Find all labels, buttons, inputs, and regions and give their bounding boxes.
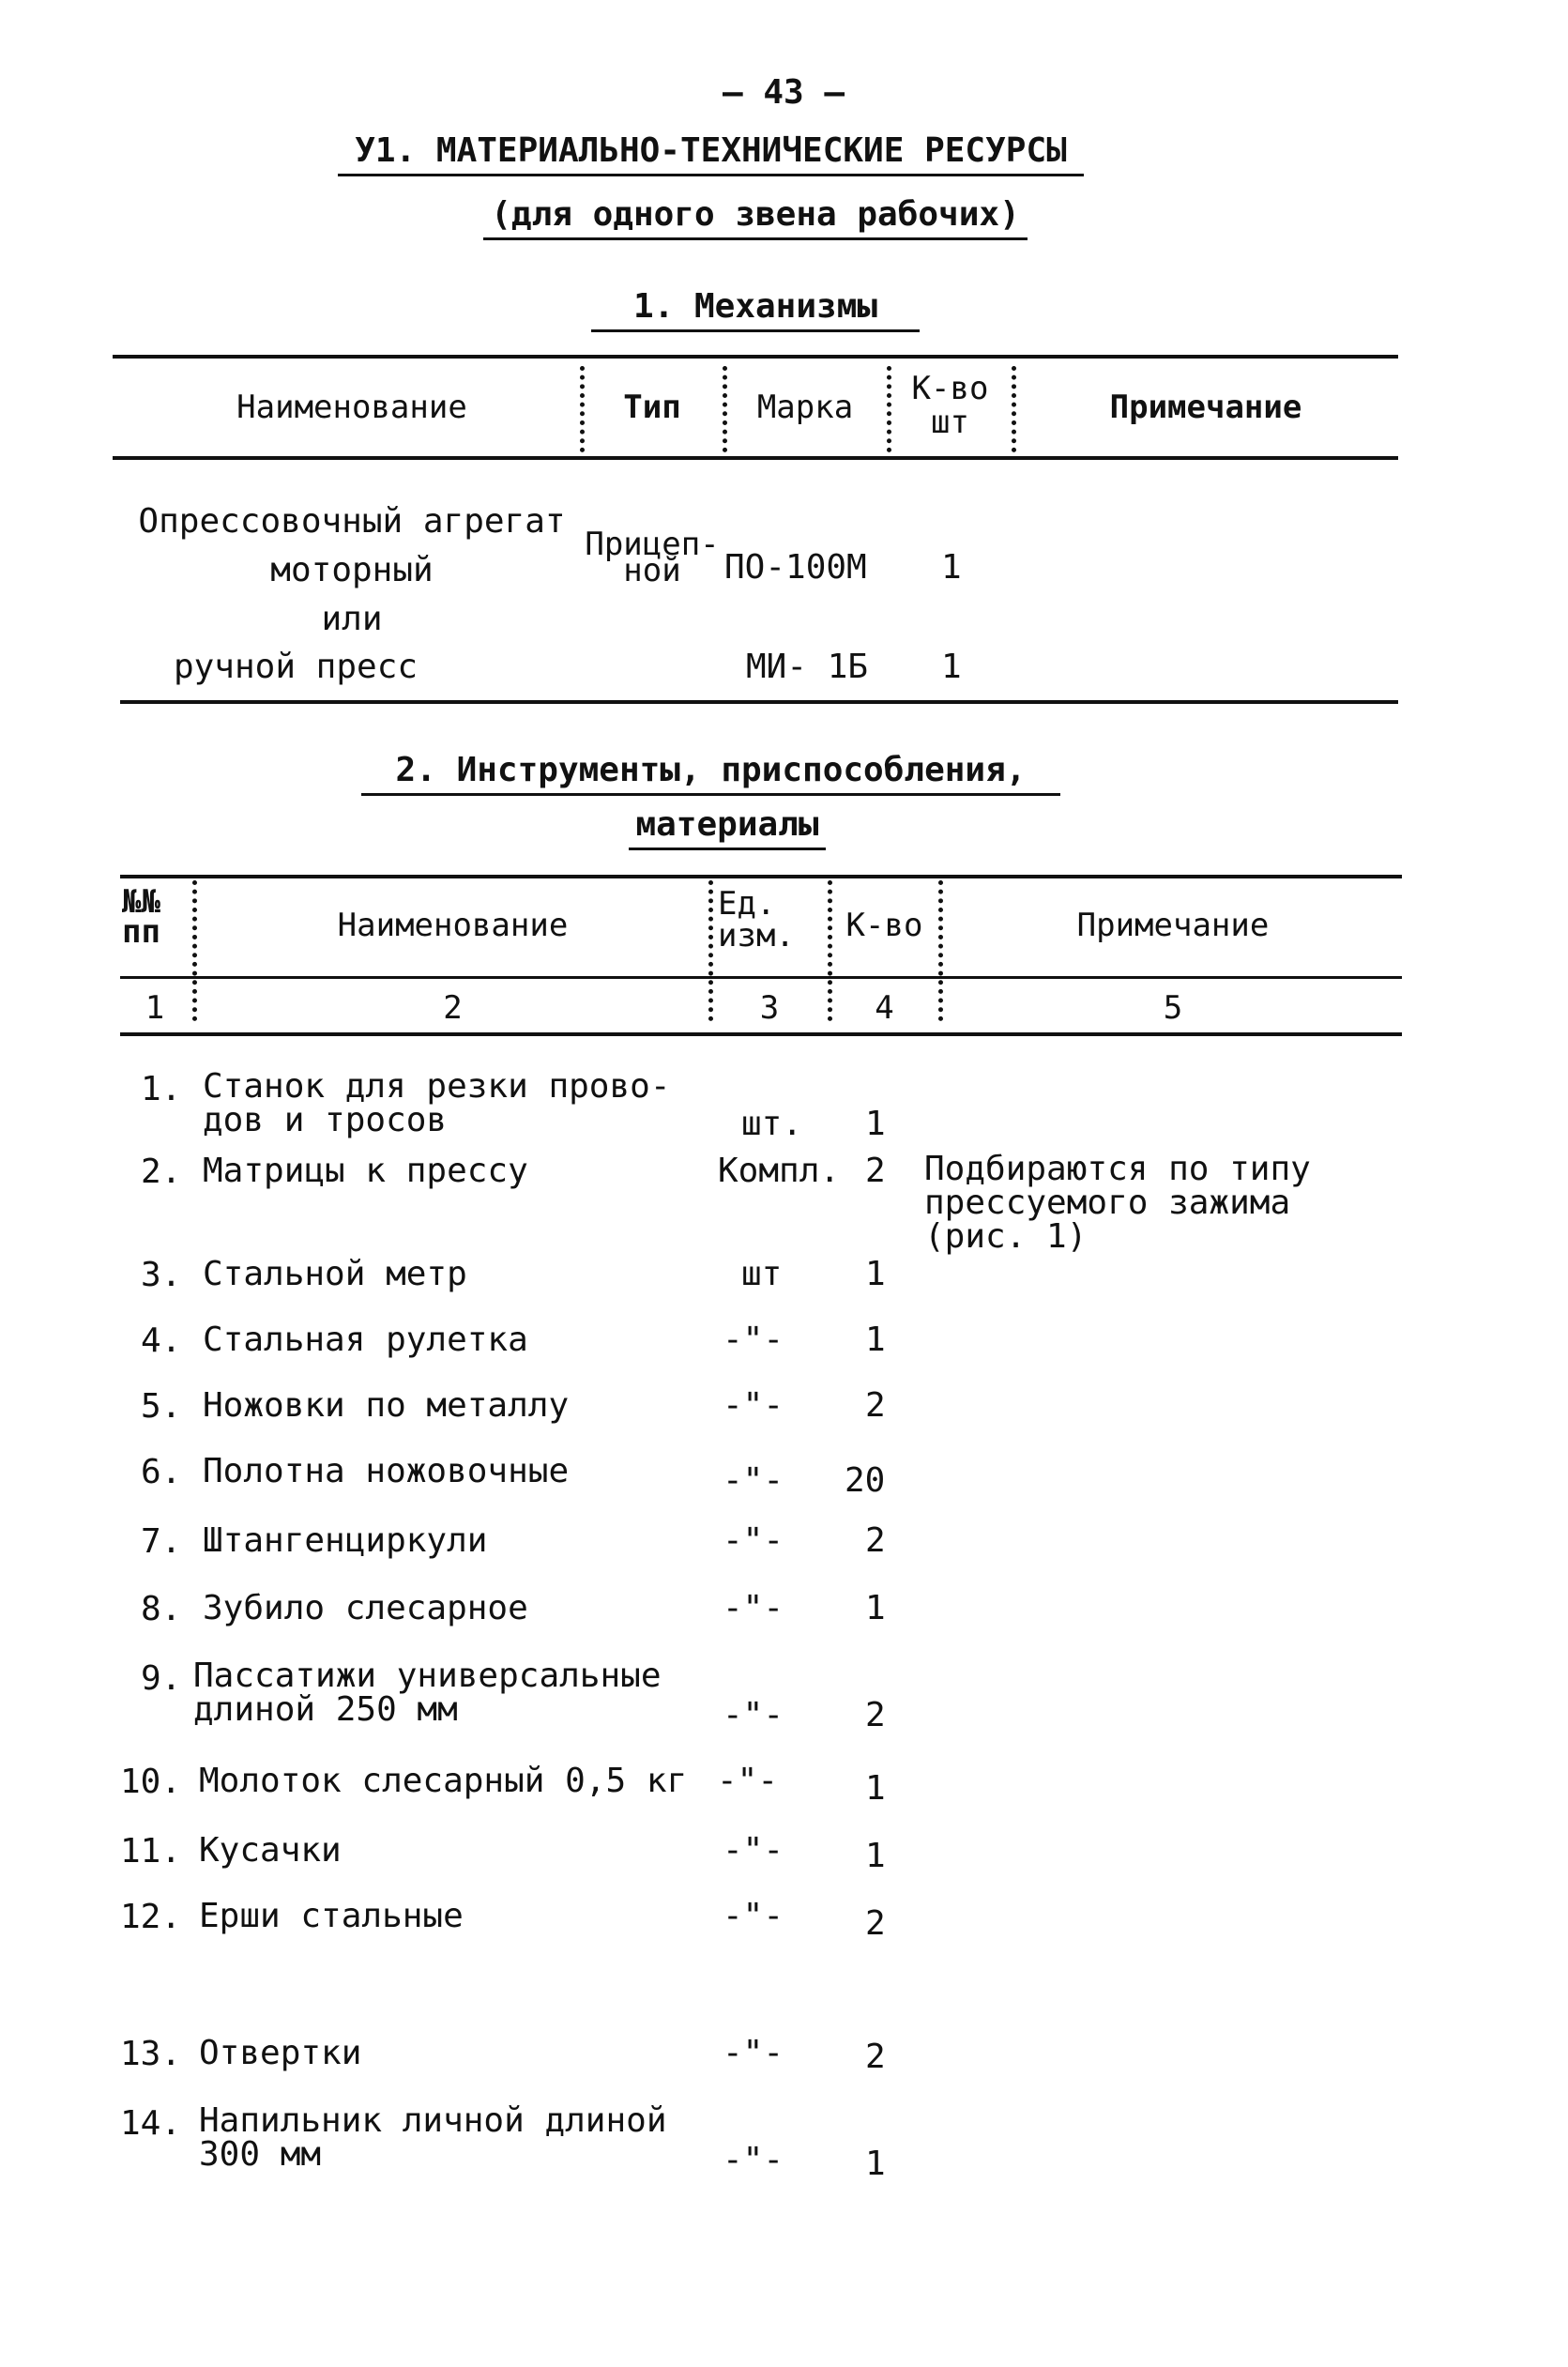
tools-row-number: 2. <box>141 1153 182 1191</box>
tools-row-name: Полотна ножовочные <box>203 1452 570 1490</box>
mech-col-sep-2 <box>723 366 727 452</box>
tools-row-number: 7. <box>141 1522 182 1561</box>
section-title: У1. МАТЕРИАЛЬНО-ТЕХНИЧЕСКИЕ РЕСУРСЫ <box>338 131 1084 176</box>
tools-header-note: Примечание <box>1076 907 1270 944</box>
mech-col-sep-1 <box>580 366 585 452</box>
tools-row-qty: 2 <box>865 1152 886 1190</box>
tools-row-qty: 1 <box>865 1589 886 1627</box>
tools-colnum-2: 2 <box>443 989 463 1027</box>
tools-row-number: 11. <box>120 1832 182 1871</box>
tools-row-qty: 1 <box>865 1837 886 1875</box>
tools-row-qty: 1 <box>865 1321 886 1359</box>
mechanisms-title: 1. Механизмы <box>591 287 920 332</box>
tools-row-name: Штангенциркули <box>203 1521 488 1560</box>
mech-row-2-name: ручной пресс <box>173 648 419 686</box>
tools-colnum-1: 1 <box>145 989 165 1027</box>
tools-row-qty: 1 <box>865 1255 886 1293</box>
tools-title-line1: 2. Инструменты, приспособления, <box>361 751 1060 796</box>
tools-row-name: Зубило слесарное <box>203 1589 528 1627</box>
tools-title-line2: материалы <box>629 805 826 850</box>
tools-row-qty: 2 <box>865 2038 886 2076</box>
tools-row-number: 13. <box>120 2035 182 2073</box>
tools-row-qty: 2 <box>865 1696 886 1734</box>
tools-row-qty: 2 <box>865 1904 886 1943</box>
tools-header-qty: К-во <box>845 907 923 944</box>
tools-row-unit: -"- <box>723 1386 784 1425</box>
tools-col-sep-4 <box>938 880 943 1021</box>
tools-table-header-bottom-rule <box>120 1032 1402 1036</box>
tools-row-qty: 2 <box>865 1386 886 1425</box>
tools-colnum-rule <box>120 976 1402 979</box>
tools-row-unit: -"- <box>723 1521 784 1560</box>
mech-header-brand: Марка <box>756 389 854 426</box>
tools-row-unit: шт. <box>741 1105 803 1143</box>
mechanisms-table-bottom-rule <box>120 700 1398 704</box>
mech-col-sep-4 <box>1012 366 1016 452</box>
tools-row-unit: -"- <box>723 2141 784 2179</box>
tools-header-num: №№ пп <box>122 883 160 951</box>
tools-row-name: Кусачки <box>199 1831 342 1870</box>
tools-col-sep-1 <box>192 880 197 1021</box>
tools-row-number: 4. <box>141 1321 182 1360</box>
tools-row-qty: 1 <box>865 1769 886 1808</box>
tools-colnum-4: 4 <box>875 989 894 1027</box>
mech-row-1-qty: 1 <box>941 548 962 587</box>
tools-row-number: 14. <box>120 2104 182 2143</box>
tools-row-unit: -"- <box>723 1461 784 1500</box>
mech-row-1-brand: ПО-100М <box>724 548 867 587</box>
tools-row-unit: -"- <box>723 1831 784 1870</box>
tools-row-unit: шт <box>741 1255 783 1293</box>
tools-row-name: Пассатижи универсальные длиной 250 мм <box>193 1657 662 1729</box>
mech-row-1-name: Опрессовочный агрегат моторный или <box>138 502 566 638</box>
tools-row-name: Молоток слесарный 0,5 кг <box>199 1762 688 1800</box>
tools-row-name: Ножовки по металлу <box>203 1386 570 1425</box>
mech-header-type: Тип <box>623 389 681 426</box>
tools-row-number: 3. <box>141 1256 182 1294</box>
tools-row-unit: -"- <box>723 1321 784 1359</box>
tools-row-number: 1. <box>141 1070 182 1108</box>
tools-colnum-5: 5 <box>1163 989 1183 1027</box>
tools-row-number: 5. <box>141 1387 182 1426</box>
tools-row-qty: 1 <box>865 2145 886 2183</box>
tools-col-sep-2 <box>708 880 713 1021</box>
mech-row-2-qty: 1 <box>941 648 962 686</box>
tools-table-top-rule <box>120 875 1402 878</box>
tools-colnum-3: 3 <box>759 989 780 1027</box>
mechanisms-table-top-rule <box>113 355 1398 359</box>
tools-row-name: Напильник личной длиной 300 мм <box>199 2101 667 2174</box>
tools-header-name: Наименование <box>337 907 569 944</box>
mech-row-1-type: Прицеп- ной <box>585 526 720 589</box>
page-number: – 43 – <box>722 73 845 112</box>
tools-row-name: Стальная рулетка <box>203 1321 528 1359</box>
tools-row-unit: -"- <box>723 1696 784 1734</box>
tools-row-number: 6. <box>141 1453 182 1491</box>
mechanisms-table-header-rule <box>113 456 1398 460</box>
tools-row-unit: -"- <box>723 2034 784 2072</box>
mech-row-2-brand: МИ- 1Б <box>746 648 869 686</box>
tools-row-note: Подбираются по типу прессуемого зажима (рис. 1) <box>924 1150 1311 1256</box>
tools-row-qty: 1 <box>865 1105 886 1143</box>
tools-row-name: Стальной метр <box>203 1255 467 1293</box>
tools-header-unit: Ед. изм. <box>718 885 795 954</box>
section-subtitle: (для одного звена рабочих) <box>483 195 1028 240</box>
tools-row-qty: 20 <box>845 1461 886 1500</box>
tools-row-name: Станок для резки прово- дов и тросов <box>203 1067 671 1139</box>
mech-header-note: Примечание <box>1109 389 1302 426</box>
tools-row-qty: 2 <box>865 1521 886 1560</box>
tools-row-number: 12. <box>120 1898 182 1936</box>
tools-row-name: Ерши стальные <box>199 1897 464 1935</box>
tools-row-unit: -"- <box>723 1589 784 1627</box>
mech-header-qty: К-во шт <box>911 370 989 441</box>
tools-row-unit: Компл. <box>718 1152 841 1190</box>
tools-row-unit: -"- <box>717 1762 779 1800</box>
mech-header-name: Наименование <box>236 389 467 426</box>
tools-row-number: 9. <box>141 1659 182 1698</box>
tools-row-number: 10. <box>120 1763 182 1801</box>
tools-row-name: Матрицы к прессу <box>203 1152 528 1190</box>
tools-row-unit: -"- <box>723 1897 784 1935</box>
tools-row-name: Отвертки <box>199 2034 362 2072</box>
tools-row-number: 8. <box>141 1590 182 1628</box>
